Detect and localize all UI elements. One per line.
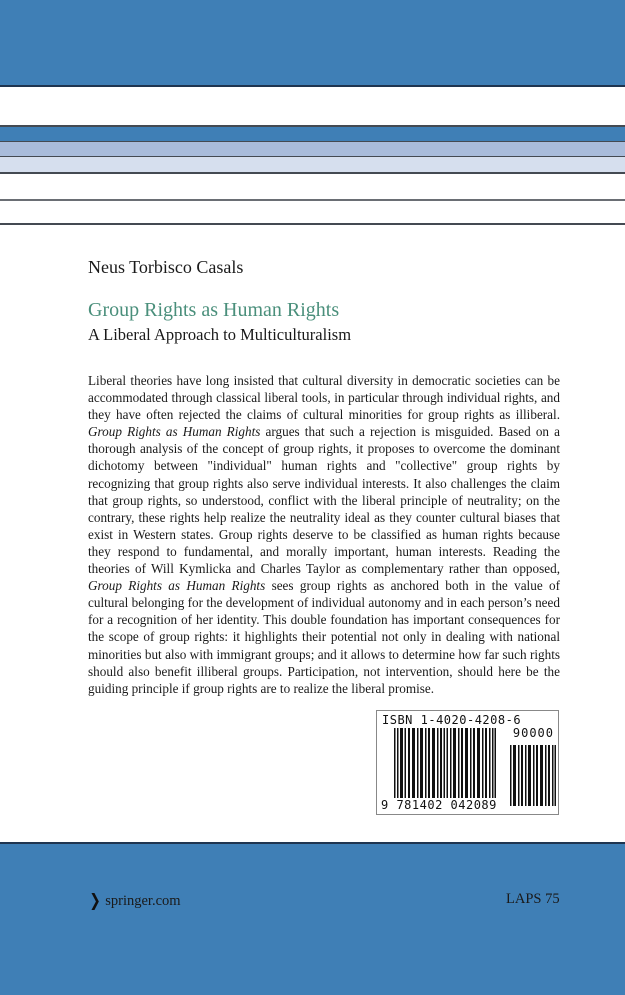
stripe-blue [0, 127, 625, 141]
isbn-label: ISBN 1-4020-4208-6 [382, 713, 522, 727]
chevron-right-icon: ❯ [89, 891, 101, 911]
barcode-bars-icon [394, 728, 496, 806]
isbn-barcode [376, 710, 559, 815]
addon-barcode-icon [510, 745, 556, 806]
author-name: Neus Torbisco Casals [88, 257, 244, 277]
blurb-title-italic: Group Rights as Human Rights [88, 424, 261, 440]
springer-link-label: springer.com [105, 892, 181, 909]
ean-number: 9 781402 042089 [381, 798, 497, 812]
blurb-text: Liberal theories have long insisted that cultural diversity in democratic societies can be accommodated through classical liberal tools, in particular through individual rights, and they have often rejected the claims of cultural minorities for group rights as illiberal. [88, 373, 560, 423]
divider-rule [0, 172, 625, 174]
divider-rule [0, 199, 625, 201]
blurb-text: argues that such a rejection is misguided. Based on a thorough analysis of the concept of group rights, it proposes to overcome the dominant dichotomy between "individual" human rights and "collective" group rights by recognizing that group rights also serve individual interests. It also challenges the claim that group rights, so understood, conflict with the liberal principle of neutrality; on the contrary, these rights help realize the neutrality ideal as they counter cultural biases that exist in Western states. Group rights deserve to be classified as human rights because they respond to fundamental, and morally important, human interests. Reading the theories of Will Kymlicka and Charles Taylor as complementary rather than opposed, [88, 424, 560, 577]
book-title: Group Rights as Human Rights [88, 299, 340, 321]
blurb-text: sees group rights as anchored both in the value of cultural belonging for the development of individual autonomy and in each person’s need for a recognition of her identity. This double foundation has important consequences for the scope of group rights: it highlights their potential not only in dealing with national minorities but also with immigrant groups; and it allows to determine how far such rights should also benefit illiberal groups. Participation, not intervention, should here be the guiding principle if group rights are to realize the liberal promise. [88, 578, 560, 696]
top-color-band [0, 0, 625, 87]
book-subtitle: A Liberal Approach to Multiculturalism [88, 325, 352, 344]
back-cover-blurb [88, 372, 560, 697]
series-number: LAPS 75 [506, 891, 560, 907]
blurb-title-italic: Group Rights as Human Rights [88, 578, 266, 594]
stripe-mid-blue [0, 142, 625, 156]
price-code: 90000 [512, 726, 554, 740]
bottom-color-band [0, 842, 625, 995]
stripe-light-blue [0, 157, 625, 172]
springer-link[interactable] [88, 891, 181, 911]
divider-rule [0, 223, 625, 225]
